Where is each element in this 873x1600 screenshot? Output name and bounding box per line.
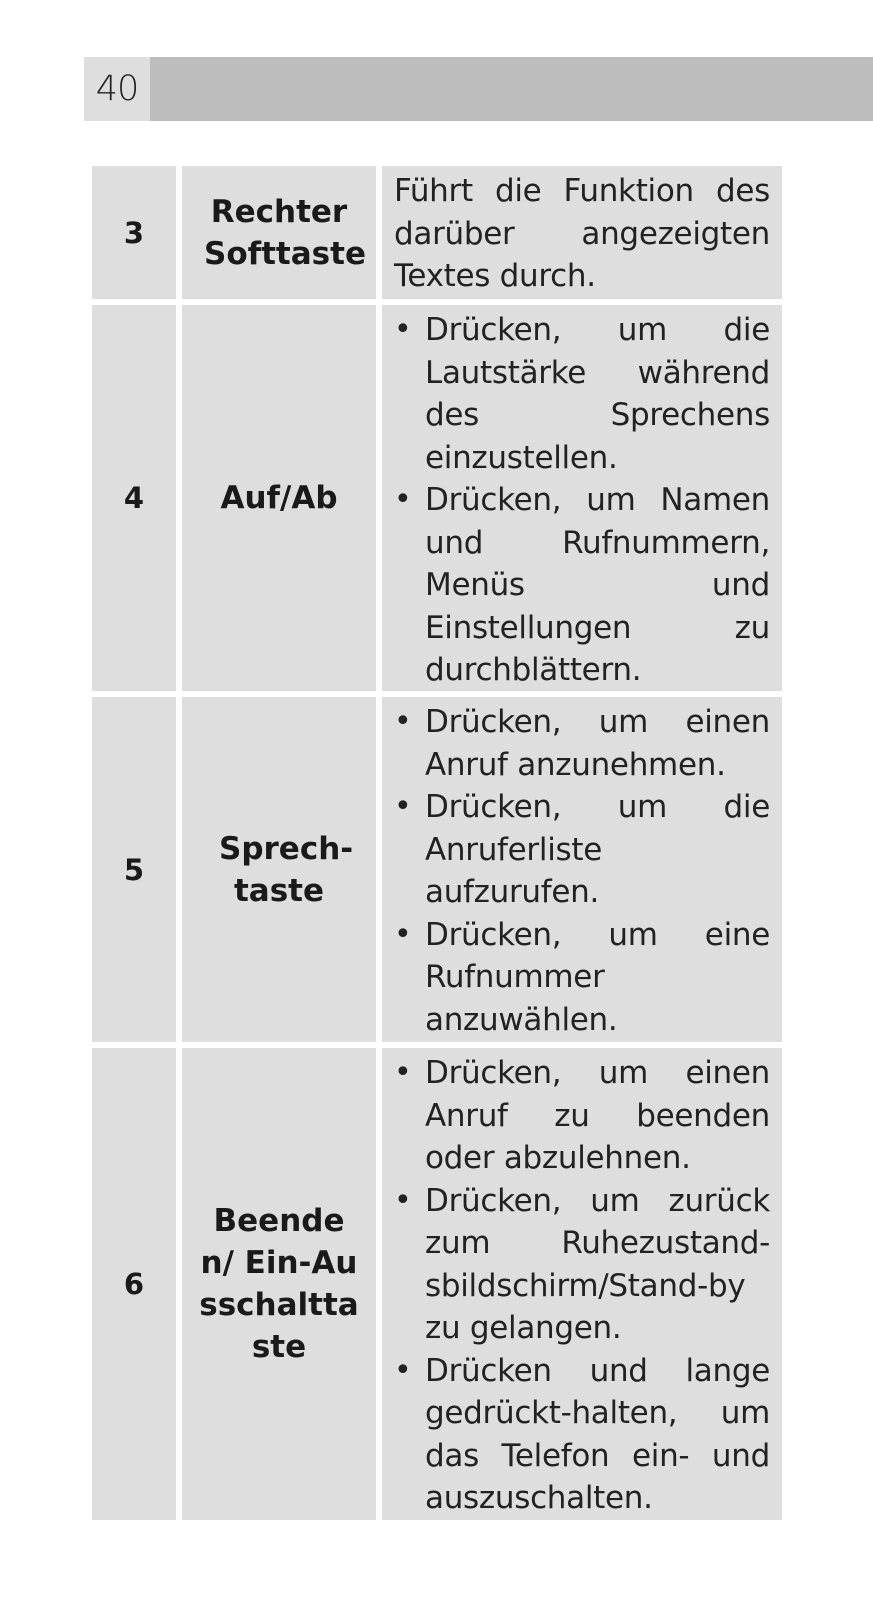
key-description bbox=[382, 305, 782, 691]
key-description bbox=[382, 166, 782, 299]
row-number: 4 bbox=[92, 305, 176, 691]
list-item: • Drücken, um einen Anruf zu beenden oder abzulehnen. bbox=[394, 1052, 770, 1180]
row-number: 3 bbox=[92, 166, 176, 299]
key-name-text: Auf/Ab bbox=[220, 480, 338, 516]
header-bar bbox=[84, 57, 873, 121]
key-description bbox=[382, 1048, 782, 1520]
description-text: Führt die Funktion des darüber angezeigten Textes durch. bbox=[394, 173, 770, 294]
list-item: • Drücken, um Namen und Rufnummern, Menüs und Einstellungen zu durchblättern. bbox=[394, 479, 770, 692]
table-row bbox=[92, 697, 782, 1042]
row-number: 6 bbox=[92, 1048, 176, 1520]
table-row bbox=[92, 1048, 782, 1520]
key-description bbox=[382, 697, 782, 1042]
list-item: • Drücken, um die Anruferliste aufzurufen. bbox=[394, 786, 770, 914]
list-item: • Drücken, um eine Rufnummer anzuwählen. bbox=[394, 914, 770, 1042]
list-item: • Drücken, um zurück zum Ruhezustand-sbildschirm/Stand-by zu gelangen. bbox=[394, 1180, 770, 1350]
list-item: • Drücken und lange gedrückt-halten, um das Telefon ein- und auszuschalten. bbox=[394, 1350, 770, 1520]
description-list bbox=[394, 1052, 770, 1520]
key-function-table bbox=[92, 166, 782, 1526]
key-name-text: Rechter Softtaste bbox=[204, 193, 366, 272]
description-list bbox=[394, 309, 770, 692]
key-name bbox=[182, 697, 376, 1042]
row-number: 5 bbox=[92, 697, 176, 1042]
page-number: 40 bbox=[84, 57, 150, 121]
key-name-text: Sprech-taste bbox=[219, 830, 354, 909]
key-name-text: Beenden/ Ein-Ausschalttaste bbox=[199, 1203, 359, 1365]
key-name bbox=[182, 166, 376, 299]
list-item: • Drücken, um die Lautstärke während des Sprechens einzustellen. bbox=[394, 309, 770, 479]
list-item: • Drücken, um einen Anruf anzunehmen. bbox=[394, 701, 770, 786]
table-row bbox=[92, 166, 782, 299]
description-list bbox=[394, 701, 770, 1041]
key-name bbox=[182, 305, 376, 691]
key-name bbox=[182, 1048, 376, 1520]
table-row bbox=[92, 305, 782, 691]
